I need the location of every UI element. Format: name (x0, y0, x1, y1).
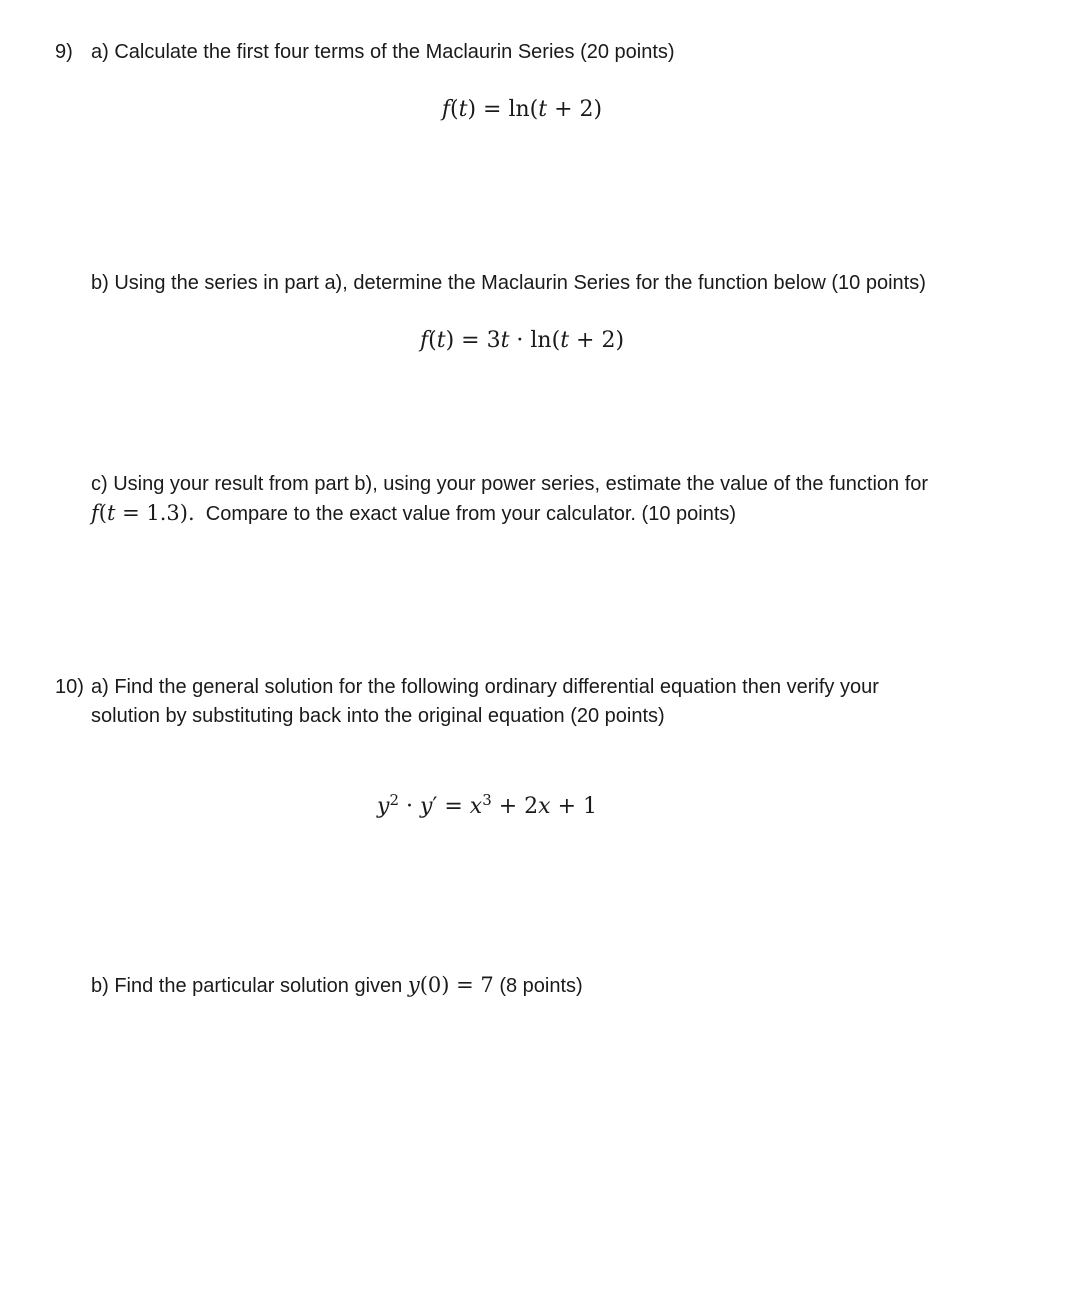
question-10a-prompt-line1: a) Find the general solution for the following ordinary differential equation then verify your (91, 676, 879, 698)
question-10a-equation: $y^2 \cdot y' = x^3 + 2x + 1$ (377, 790, 597, 819)
question-9b-prompt: b) Using the series in part a), determine the Maclaurin Series for the function below (10 points) (91, 272, 926, 294)
question-9b-equation: f(t) = 3t · ln(t + 2) (419, 328, 625, 353)
question-10b-math: y(0) = 7 (407, 973, 494, 997)
question-10-number: 10) (55, 676, 84, 698)
question-9-number: 9) (55, 41, 73, 63)
question-10b-text-before: b) Find the particular solution given (91, 975, 403, 997)
question-10b-text-after: (8 points) (499, 975, 583, 997)
question-9a-prompt: a) Calculate the first four terms of the Maclaurin Series (20 points) (91, 41, 675, 63)
question-10a-prompt-line2: solution by substituting back into the original equation (20 points) (91, 705, 665, 727)
question-9c-text: Compare to the exact value from your calculator. (10 points) (205, 503, 737, 525)
question-9c-prompt-line2 (91, 499, 736, 529)
question-9a-equation: f(t) = ln(t + 2) (441, 97, 603, 122)
question-10b-prompt (91, 971, 583, 1001)
question-9c-prompt-line1: c) Using your result from part b), using your power series, estimate the value of the function for (91, 473, 929, 495)
question-9c-math: f(t = 1.3). (91, 501, 195, 525)
